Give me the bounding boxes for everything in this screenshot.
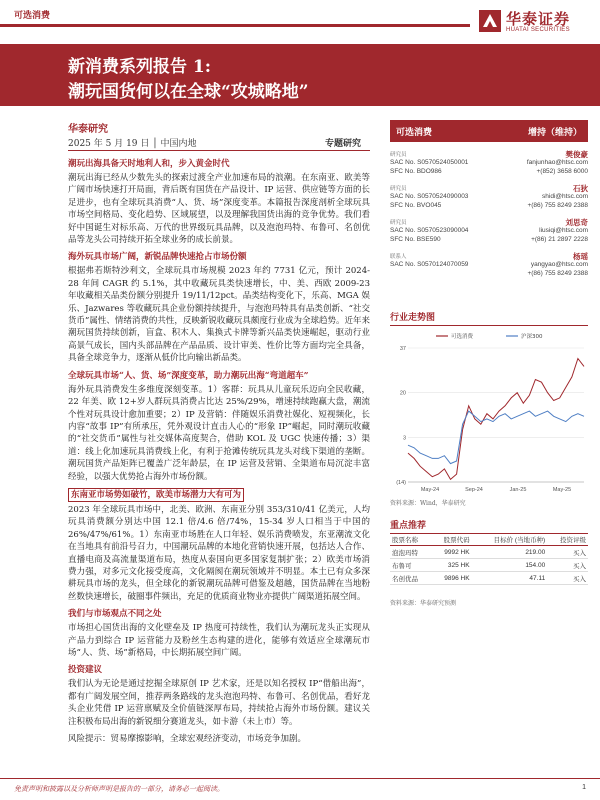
- logo-text: 华泰证券: [506, 10, 571, 28]
- analyst-role: 联系人: [390, 254, 407, 260]
- analyst-phone: +(86) 21 2897 2228: [531, 236, 588, 243]
- analyst-sac-no: SAC No. S0570524090003: [390, 193, 469, 200]
- trend-chart-svg: [390, 328, 588, 500]
- huatai-logo-icon: [478, 9, 502, 33]
- analyst-email: yangyao@htsc.com: [530, 261, 588, 268]
- table-header-row: [390, 534, 588, 546]
- y-tick-label: 37: [399, 346, 406, 352]
- analyst-phone: +(852) 3658 6000: [536, 168, 588, 175]
- industry-tag: 可选消费: [14, 11, 51, 21]
- logo-subtext: HUATAI SECURITIES: [506, 27, 570, 33]
- section-heading-text: 东南亚市场势如破竹，欧美市场潜力大有可为: [68, 488, 244, 502]
- recommendation-table: [390, 534, 588, 585]
- analyst-name: 刘思奇: [565, 218, 588, 227]
- analyst-list: [390, 150, 588, 286]
- trend-chart: [390, 328, 588, 520]
- section-paragraph: 潮玩出海已经从少数先头的探索过渡全产业加速布局的浪潮。在东南亚、欧美等广阔市场快速打开局面，背后既有国货在产品设计、IP 运营、供应链等方面的长足进步，也有全球玩具消费“人、货、场”深度变革。本篇报告深度剖析全球玩具市场空间格局、变化趋势、区域展望，以及理解我国货出海的竞争优势。我们看好中国诞生对标乐高、万代的世界级玩具品牌，以及泡泡玛特、布鲁可、名创优品等龙头公司持续开拓全球业务的成长前景。: [68, 173, 370, 246]
- section-heading: [68, 488, 370, 502]
- analyst-entry: [390, 150, 588, 184]
- table-cell: 47.11: [472, 572, 548, 585]
- section-heading: 潮玩出海具备天时地利人和，步入黄金时代: [68, 159, 230, 169]
- section-paragraph: 市场担心国货出海的文化壁垒及 IP 热度可持续性，我们认为潮玩龙头正实现从产品力到综合 IP 运营能力及粉丝生态构建的进化，能够有效适应全球潮玩市场“人、货、场”新格局，中长期拓展空间广阔。: [68, 623, 370, 658]
- section-paragraph: 根据弗若斯特沙利文，全球玩具市场规模 2023 年约 7731 亿元，预计 2024-28 年间 CAGR 约 5.1%，其中收藏玩具类快速增长，中、美、西欧 2009-23 年收藏相关品类份额分别提升 19/11/12pct。品类结构变化下，乐高、MGA 娱乐、Jazwares 等收藏玩具企业份额持续提升，与泡泡玛特具有品类创新、“社交货币”属性、情绪消费的共性，反映新锐收藏玩具颇度行业成为全球趋势。近年来潮玩国货持续创新，盲盒、积木人、集换式卡牌等新兴品类快速崛起，驱动行业高景气成长，国内头部品牌在产品品质、设计审美、性价比等方面均完全具备，具备全球竞争力，逐渐从低价比向输出新品类。: [68, 266, 370, 364]
- rating-value: 增持（维持）: [527, 128, 582, 138]
- top-rule: [0, 24, 470, 27]
- table-cell: 买入: [547, 572, 588, 585]
- table-row: [390, 572, 588, 585]
- report-date: 2025 年 5 月 19 日 │ 中国内地: [68, 139, 197, 149]
- table-cell: 219.00: [472, 546, 548, 559]
- analyst-email: fanjunhao@htsc.com: [526, 159, 588, 166]
- table-cell: 泡泡玛特: [390, 546, 431, 559]
- table-row: [390, 559, 588, 572]
- analyst-role: 研究员: [390, 220, 407, 226]
- analyst-phone: +(86) 755 8249 2388: [527, 270, 588, 277]
- table-cell: 154.00: [472, 559, 548, 572]
- table-header-cell: 股票代码: [431, 534, 472, 546]
- research-org: 华泰研究: [68, 124, 108, 135]
- trend-chart-title: 行业走势图: [390, 310, 588, 326]
- table-cell: 9992 HK: [431, 546, 472, 559]
- report-title-line2: 潮玩国货何以在全球“攻城略地”: [68, 82, 309, 102]
- table-header-cell: 股票名称: [390, 534, 431, 546]
- table-cell: 买入: [547, 546, 588, 559]
- section-paragraph: 我们认为无论是通过挖掘全球原创 IP 艺术家，还是以知名授权 IP“借船出海”，都有广阔发展空间，推荐两条路线的龙头泡泡玛特、布鲁可、名创优品，看好龙头企业凭借 IP 运营禀赋及全价值链深厚布局，持续抢占海外市场份额。建议关注积极布局出海的新锐细分赛道龙头，如卡游（未上市）等。: [68, 679, 370, 727]
- section-paragraph: 风险提示：贸易摩擦影响，全球宏观经济变动，市场竞争加剧。: [68, 734, 307, 745]
- analyst-email: shidi@htsc.com: [542, 193, 588, 200]
- disclaimer-footer: 免责声明和披露以及分析师声明是报告的一部分，请务必一起阅读。: [14, 785, 224, 793]
- y-tick-label: 3: [402, 435, 406, 442]
- table-header-cell: 投资评级: [547, 534, 588, 546]
- top-bar: [0, 0, 600, 44]
- table-cell: 9896 HK: [431, 572, 472, 585]
- y-tick-label: (14): [396, 480, 406, 486]
- analyst-entry: [390, 218, 588, 252]
- analyst-sac-no: SAC No. S0570523090004: [390, 227, 469, 234]
- date-rule: [68, 150, 370, 151]
- x-tick-label: May-25: [552, 487, 572, 493]
- table-cell: 325 HK: [431, 559, 472, 572]
- analyst-sfc-no: SFC No. BDO986: [390, 168, 442, 175]
- x-tick-label: Sep-24: [465, 487, 483, 493]
- table-header-cell: 目标价 (当地币种): [472, 534, 548, 546]
- table-cell: 布鲁可: [390, 559, 431, 572]
- analyst-sac-no: SAC No. S0570524050001: [390, 159, 469, 166]
- report-type: 专题研究: [325, 139, 362, 149]
- page-number: 1: [582, 784, 586, 791]
- analyst-name: 杨瑶: [573, 252, 588, 261]
- analyst-sac-no: SAC No. S0570124070059: [390, 261, 469, 268]
- report-title-line1: 新消费系列报告 1:: [68, 57, 212, 77]
- section-paragraph: 海外玩具消费发生多维度深刻变革。1）客群：玩具从儿童玩乐迈向全民收藏，22 年美、欧 12+岁人群玩具消费占比达 25%/29%，增速持续跑赢大盘，潮流个性对玩具设计愈加重要；2）IP 及营销：伴随娱乐消费社媒化、短视频化，长内容“故事 IP”有所承压，凭外观设计直击人心的“形象 IP”崛起，同时潮玩收藏的“社交货币”属性与社交媒体高度契合，借助 KOL 及 UGC 快速传播；3）渠道：线上化加速玩具消费线上化，有利于抢滩传统玩具龙头对线下渠道的垄断。潮玩国货产品矩阵已覆盖广泛年龄层，在 IP 运营及营销、全渠道布局沉淀丰富经验，以强大优势抢占海外市场份额。: [68, 384, 370, 482]
- section-paragraph: 2023 年全球玩具市场中，北美、欧洲、东南亚分别 353/310/41 亿美元，人均玩具消费额分别达中国 12.1 倍/4.6 倍/74%，15-34 岁人口相当于中国的 26%/47%/61%。1）东南亚市场胜在人口年轻、娱乐消费喷发，东亚潮流文化在当地具有前沿号召力，中国潮玩品牌的本地化营销快速开展，包括达人合作、直播电商及高流量渠道布局，热度从泰国向更多国家复制扩张；2）欧美市场消费力强，对多元文化接受度高，文化隔阂在潮玩领域并不明显。本土已有众多深耕玩具市场的龙头，但全球化的新锐潮玩品牌可借鉴及超越，国货品牌在当地粉丝数快速增长，破圈事件频出，充足的优质商业物业亦提供广阔渠道拓展空间。: [68, 504, 370, 602]
- recommendation-source: 资料来源：华泰研究预测: [390, 600, 457, 607]
- company-logo: [478, 8, 588, 38]
- analyst-entry: [390, 184, 588, 218]
- analyst-sfc-no: SFC No. BSE590: [390, 236, 441, 243]
- x-tick-label: May-24: [420, 487, 440, 493]
- analyst-email: liusiqi@htsc.com: [539, 227, 588, 234]
- analyst-name: 石狄: [573, 184, 588, 193]
- x-tick-label: Jan-25: [509, 487, 527, 493]
- section-heading: 海外玩具市场广阔，新锐品牌快速抢占市场份额: [68, 252, 247, 263]
- analyst-role: 研究员: [390, 152, 407, 158]
- table-row: [390, 546, 588, 559]
- analyst-phone: +(86) 755 8249 2388: [527, 202, 588, 209]
- table-cell: 名创优品: [390, 572, 431, 585]
- y-tick-label: 20: [399, 390, 406, 397]
- section-heading: 我们与市场观点不同之处: [68, 609, 162, 620]
- title-banner: [0, 44, 600, 106]
- section-heading: 投资建议: [68, 665, 103, 676]
- footer-rule: [0, 778, 600, 779]
- analyst-sfc-no: SFC No. BVO045: [390, 202, 442, 209]
- analyst-role: 研究员: [390, 186, 407, 192]
- legend-label: 可选消费: [451, 334, 474, 340]
- analyst-name: 樊俊豪: [565, 150, 588, 159]
- legend-label: 沪深300: [521, 334, 543, 340]
- analyst-entry: [390, 252, 588, 286]
- rating-sector: 可选消费: [396, 128, 433, 138]
- chart-source: 资料来源：Wind，华泰研究: [390, 500, 466, 507]
- section-heading: 全球玩具市场“人、货、场”深度变革，助力潮玩出海“弯道超车”: [68, 370, 309, 381]
- table-cell: 买入: [547, 559, 588, 572]
- rating-bar: [390, 120, 588, 142]
- main-column: [68, 158, 370, 750]
- recommendation-title: 重点推荐: [390, 518, 588, 534]
